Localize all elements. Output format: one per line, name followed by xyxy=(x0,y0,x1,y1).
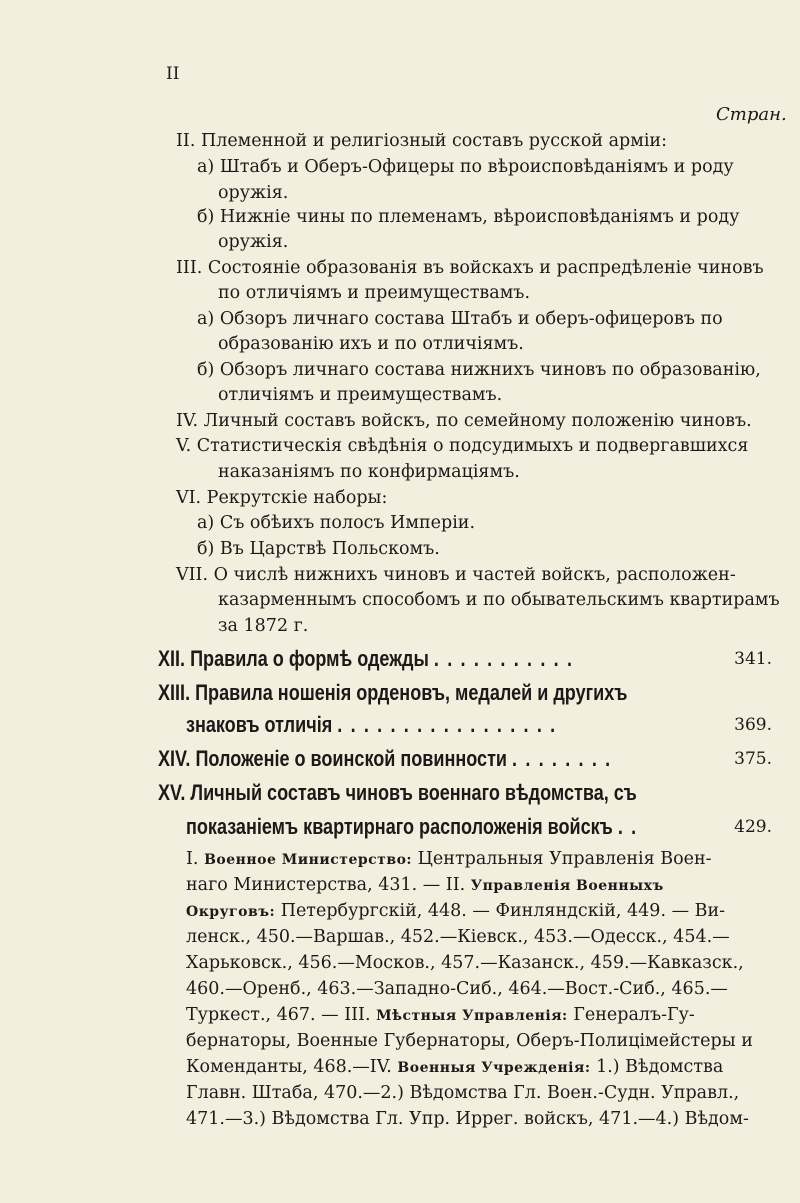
toc-subitem: за 1872 г. xyxy=(218,616,309,636)
detail-line: Харьковск., 456.—Москов., 457.—Казанск., 459.—Кавказск., xyxy=(186,953,744,973)
page-number: II xyxy=(166,64,180,84)
chapter-title: знаковъ отличія . . . . . . . . . . . . . . . . . xyxy=(186,712,557,737)
chapter-page: 429. xyxy=(734,817,772,837)
toc-subitem: наказаніямъ по конфирмаціямъ. xyxy=(218,462,520,482)
detail-line: наго Министерства, 431. — II. Управленія Военныхъ xyxy=(186,875,664,895)
detail-line: Округовъ: Петербургскій, 448. — Финляндскій, 449. — Ви- xyxy=(186,901,726,921)
chapter-title: показаніемъ квартирнаго расположенія войскъ . . xyxy=(186,814,638,839)
toc-subitem: оружія. xyxy=(218,183,289,203)
toc-subitem: а) Обзоръ личнаго состава Штабъ и оберъ-офицеровъ по xyxy=(197,309,723,329)
detail-line: Коменданты, 468.—IV. Военныя Учрежденія: 1.) Вѣдомства xyxy=(186,1057,724,1077)
toc-subitem: по отличіямъ и преимуществамъ. xyxy=(218,283,531,303)
toc-subitem: казарменнымъ способомъ и по обывательскимъ квартирамъ xyxy=(218,590,780,610)
chapter-title: XIII. Правила ношенія орденовъ, медалей и другихъ xyxy=(158,680,628,705)
toc-subitem: оружія. xyxy=(218,232,289,252)
detail-line: I. Военное Министерство: Центральныя Управленія Воен- xyxy=(186,849,712,869)
detail-line: Главн. Штаба, 470.—2.) Вѣдомства Гл. Воен.-Судн. Управл., xyxy=(186,1083,740,1103)
toc-subitem: отличіямъ и преимуществамъ. xyxy=(218,385,503,405)
toc-subitem: б) Обзоръ личнаго состава нижнихъ чиновъ по образованію, xyxy=(197,360,761,380)
chapter-title: XIV. Положеніе о воинской повинности . . . . . . . . xyxy=(158,746,612,771)
chapter-page: 341. xyxy=(734,649,772,669)
toc-subitem: б) Въ Царствѣ Польскомъ. xyxy=(197,539,440,559)
toc-subitem: III. Состояніе образованія въ войскахъ и распредѣленіе чиновъ xyxy=(176,258,764,278)
toc-subitem: образованію ихъ и по отличіямъ. xyxy=(218,334,524,354)
detail-line: ленск., 450.—Варшав., 452.—Кіевск., 453.—Одесск., 454.— xyxy=(186,927,730,947)
detail-line: 460.—Оренб., 463.—Западно-Сиб., 464.—Вост.-Сиб., 465.— xyxy=(186,979,728,999)
toc-subitem: а) Съ обѣихъ полосъ Имперіи. xyxy=(197,513,476,533)
toc-subitem: б) Нижніе чины по племенамъ, вѣроисповѣданіямъ и роду xyxy=(197,207,740,227)
chapter-title: XV. Личный составъ чиновъ военнаго вѣдомства, съ xyxy=(158,780,637,805)
chapter-page: 369. xyxy=(734,715,772,735)
toc-subitem: VI. Рекрутскіе наборы: xyxy=(176,488,388,508)
detail-line: 471.—3.) Вѣдомства Гл. Упр. Иррег. войскъ, 471.—4.) Вѣдом- xyxy=(186,1109,749,1129)
page-column-heading: Стран. xyxy=(716,104,787,125)
detail-line: Туркест., 467. — III. Мѣстныя Управленія: Генералъ-Гу- xyxy=(186,1005,695,1025)
chapter-page: 375. xyxy=(734,749,772,769)
chapter-title: XII. Правила о формѣ одежды . . . . . . . . . . . xyxy=(158,646,574,671)
toc-subitem: II. Племенной и религіозный составъ русской арміи: xyxy=(176,131,667,151)
toc-subitem: VII. О числѣ нижнихъ чиновъ и частей войскъ, расположен- xyxy=(176,565,736,585)
toc-subitem: а) Штабъ и Оберъ-Офицеры по вѣроисповѣданіямъ и роду xyxy=(197,157,734,177)
toc-subitem: V. Статистическія свѣдѣнія о подсудимыхъ и подвергавшихся xyxy=(176,436,749,456)
toc-subitem: IV. Личный составъ войскъ, по семейному положенію чиновъ. xyxy=(176,411,752,431)
detail-line: бернаторы, Военные Губернаторы, Оберъ-Полицімейстеры и xyxy=(186,1031,753,1051)
